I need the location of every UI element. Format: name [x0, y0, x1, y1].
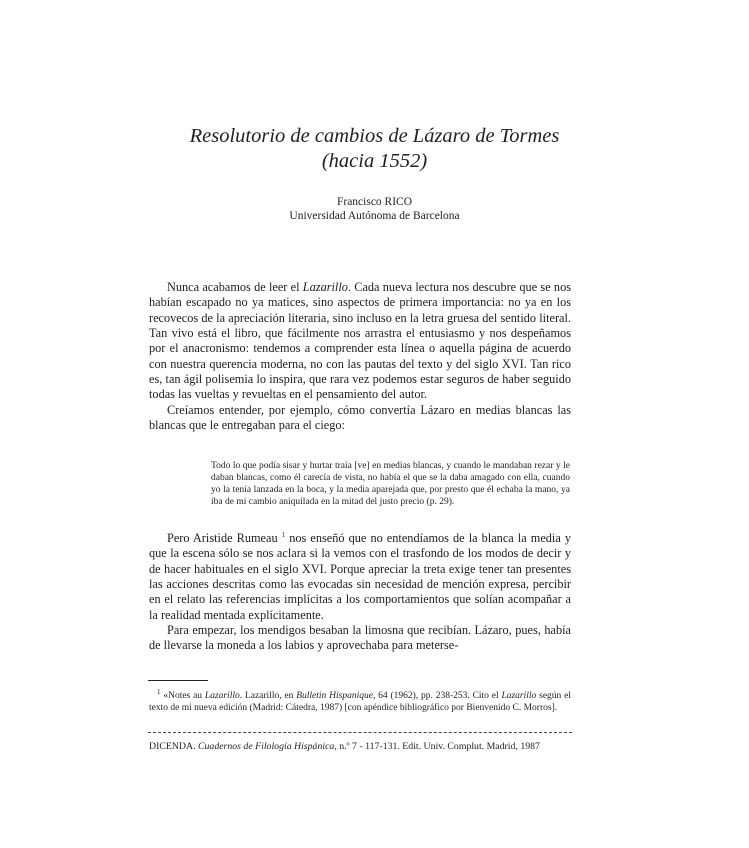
- paragraph-1: Nunca acabamos de leer el Lazarillo. Cada nueva lectura nos descubre que se nos habían escapado no ya matices, sino aspectos de primera importancia: no ya en los recovecos de la apreciación literaria, sino incluso en la letra gruesa del sentido literal. Tan vivo está el libro, que fácilmente nos arrastra el entusiasmo y nos despeñamos por el anacronismo: tendemos a comprender esta línea o aquella página de acuerdo con nuestra querencia moderna, no con las pautas del texto y del siglo XVI. Tan rico es, tan ágil polisemia lo inspira, que rara vez podemos estar seguros de haber seguido todas las vueltas y revueltas en el pensamiento del autor.: [149, 280, 572, 402]
- paragraph-2: Creíamos entender, por ejemplo, cómo convertía Lázaro en medias blancas las blancas que le entregaban para el ciego:: [149, 402, 571, 433]
- author-name: Francisco RICO: [336, 196, 413, 208]
- journal-folio: DICENDA. Cuadernos de Filología Hispánica, n.º 7 - 117-131. Edit. Univ. Complut. Madrid, 1987: [149, 741, 540, 752]
- footnote-separator: [148, 680, 208, 681]
- paragraph-4: Para empezar, los mendigos besaban la limosna que recibían. Lázaro, pues, había de llevarse la moneda a los labios y aprovechaba para meterse-: [149, 623, 571, 653]
- footnote: $^1$ «Notes au Lazarillo. Lazarillo, en Bulletin Hispanique, 64 (1962), pp. 238-253. Cito el Lazarillo según el texto de mi nueva edición (Madrid: Cátedra, 1987) [con apéndice bibliográfico por Bienvenido C. Morros].: [149, 687, 571, 713]
- paragraph-3: Pero Aristide Rumeau $^1$ nos enseñó que no entendíamos de la blanca la media y que la escena sólo se nos aclara si la vemos con el trasfondo de los modos de decir y de hacer habituales en el siglo XVI. Porque apreciar la treta exige tener tan presentes las acciones descritas como las evocadas sin necesidad de mención expresa, percibir en el relato las referencias implícitas a los comportamientos que solían acompañar a la realidad mentada explícitamente.: [149, 530, 572, 622]
- footnote-ref: 1: [281, 530, 286, 539]
- author-affiliation: Universidad Autónoma de Barcelona: [289, 210, 460, 222]
- folio-separator: [148, 732, 572, 733]
- work-title: Lazarillo: [302, 280, 348, 294]
- body-text-lower: [149, 531, 571, 654]
- article-title: Resolutorio de cambios de Lázaro de Tormes: [189, 125, 560, 147]
- body-text-upper: [149, 280, 571, 433]
- article-title-date: (hacia 1552): [321, 150, 428, 172]
- footnote-number: 1: [157, 687, 161, 696]
- block-quote: Todo lo que podía sisar y hurtar traía [ve] en medias blancas, y cuando le mandaban rezar y le daban blancas, como él carecía de vista, no había el que se la daba amagado con ella, cuando yo la tenía lanzada en la boca, y la media aparejada que, por presto que él echaba la mano, ya iba de mi cambio aniquilada en la mitad del justo precio (p. 29).: [211, 461, 570, 507]
